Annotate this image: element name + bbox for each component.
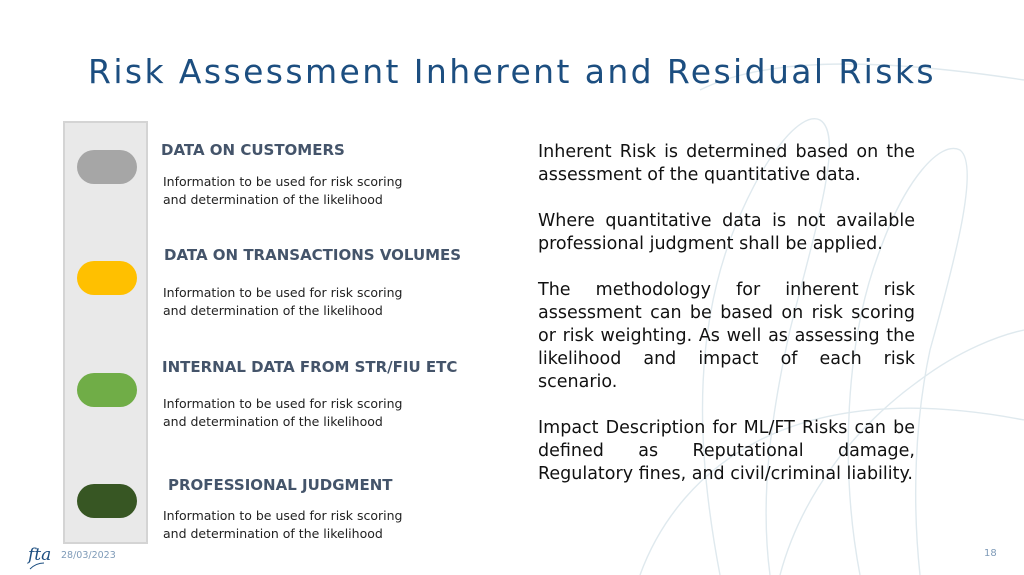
paragraph-inherent-risk: Inherent Risk is determined based on the assessment of the quantitative data. xyxy=(538,142,915,185)
desc-line: Information to be used for risk scoring xyxy=(163,508,403,523)
slide-title: Risk Assessment Inherent and Residual Risks xyxy=(88,52,936,92)
desc-line: Information to be used for risk scoring xyxy=(163,285,403,300)
desc-line: and determination of the likelihood xyxy=(163,192,383,207)
desc-line: and determination of the likelihood xyxy=(163,526,383,541)
footer-date: 28/03/2023 xyxy=(61,550,116,561)
category-title-internal-data: INTERNAL DATA FROM STR/FIU ETC xyxy=(162,358,458,376)
desc-line: Information to be used for risk scoring xyxy=(163,174,403,189)
paragraph-impact: Impact Description for ML/FT Risks can be defined as Reputational damage, Regulatory fines, and civil/criminal liability. xyxy=(538,418,915,484)
category-pill-professional-judgment xyxy=(77,484,137,518)
explanation-text xyxy=(538,141,915,509)
category-desc-internal-data xyxy=(163,395,423,431)
category-desc-professional-judgment xyxy=(163,507,423,543)
desc-line: and determination of the likelihood xyxy=(163,303,383,318)
paragraph-methodology: The methodology for inherent risk assessment can be based on risk scoring or risk weighting. As well as assessing the likelihood and impact of each risk scenario. xyxy=(538,280,915,392)
category-title-professional-judgment: PROFESSIONAL JUDGMENT xyxy=(168,476,393,494)
category-pill-internal-data xyxy=(77,373,137,407)
category-pill-transactions xyxy=(77,261,137,295)
category-pill-customers xyxy=(77,150,137,184)
category-rail xyxy=(63,121,148,544)
category-desc-customers xyxy=(163,173,423,209)
category-title-customers: DATA ON CUSTOMERS xyxy=(161,141,345,159)
desc-line: and determination of the likelihood xyxy=(163,414,383,429)
page-number: 18 xyxy=(984,548,997,559)
category-title-transactions: DATA ON TRANSACTIONS VOLUMES xyxy=(164,246,462,264)
fta-logo-icon xyxy=(26,539,56,571)
category-desc-transactions xyxy=(163,284,423,320)
paragraph-professional-judgment: Where quantitative data is not available professional judgment shall be applied. xyxy=(538,211,915,254)
logo-text: fta xyxy=(28,545,52,565)
desc-line: Information to be used for risk scoring xyxy=(163,396,403,411)
